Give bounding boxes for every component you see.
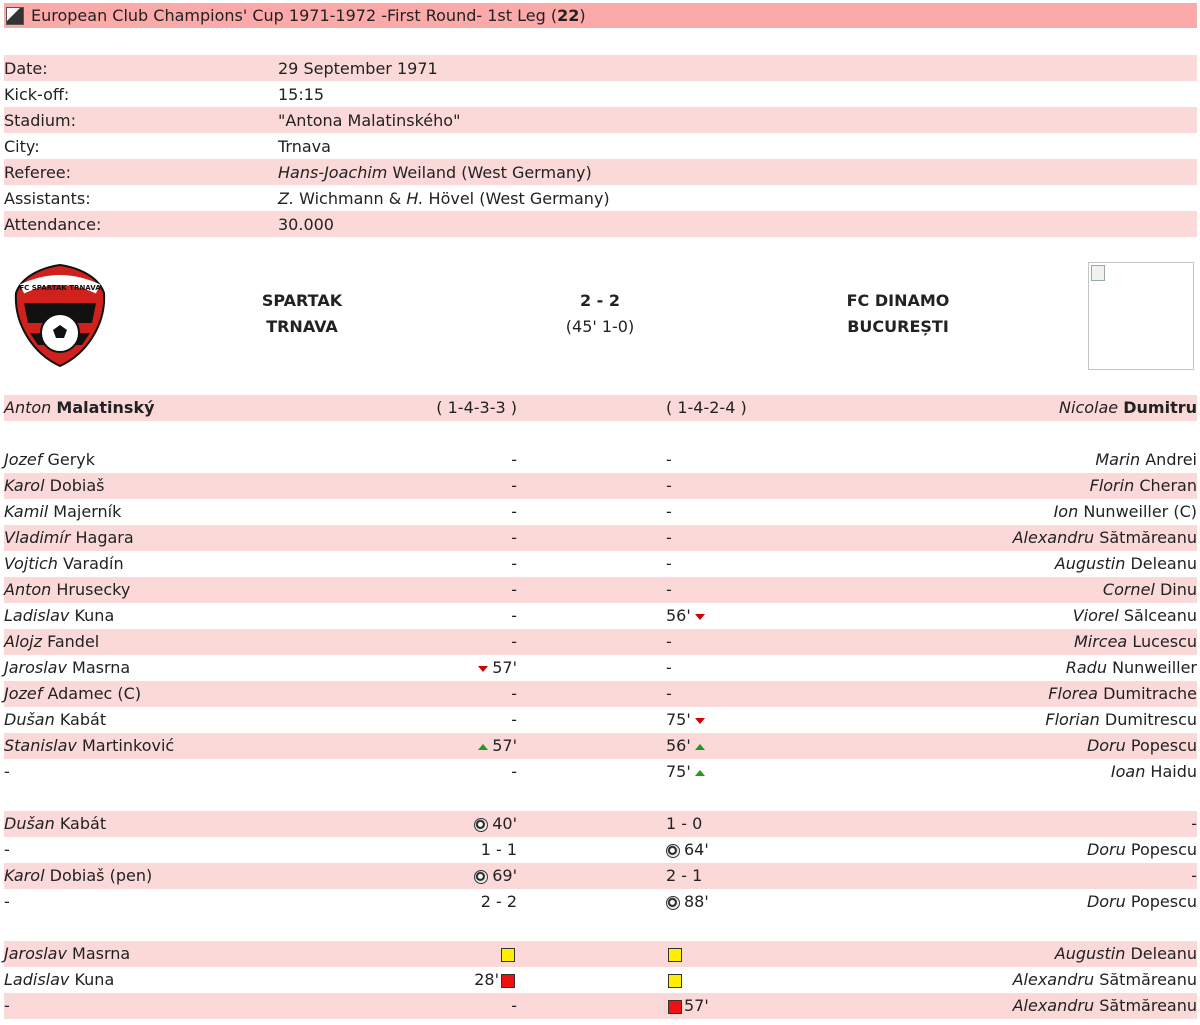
player-last-name: Adamec (C) xyxy=(47,684,142,703)
home-player[interactable] xyxy=(4,941,130,967)
player-first-name: Vojtich xyxy=(4,554,58,573)
match-title: European Club Champions' Cup 1971-1972 -First Round- 1st Leg (22) xyxy=(31,6,586,25)
away-event: 88' xyxy=(666,889,709,915)
home-player[interactable] xyxy=(4,655,130,681)
player-first-name: Jozef xyxy=(4,450,43,469)
away-event xyxy=(666,967,684,993)
player-first-name: Kamil xyxy=(4,502,49,521)
player-last-name: Popescu xyxy=(1130,736,1197,755)
table-row xyxy=(4,577,1197,603)
table-row xyxy=(4,811,1197,837)
away-player[interactable] xyxy=(1045,707,1197,733)
table-row xyxy=(4,967,1197,993)
home-event: 57' xyxy=(474,733,517,759)
info-row-referee: Referee: Hans-Joachim Weiland (West Germany) xyxy=(4,159,1197,185)
player-last-name: Nunweiller (C) xyxy=(1083,502,1197,521)
substitution-out-icon xyxy=(478,666,488,672)
yellow-card-icon xyxy=(501,948,515,962)
away-player: - xyxy=(1191,814,1197,833)
away-player[interactable] xyxy=(1074,629,1197,655)
info-row-attendance: Attendance: 30.000 xyxy=(4,211,1197,237)
player-last-name: Deleanu xyxy=(1130,554,1197,573)
player-last-name: Masrna xyxy=(72,658,131,677)
home-player: - xyxy=(4,996,10,1015)
substitution-in-icon xyxy=(478,744,488,750)
player-last-name: Dobiaš xyxy=(49,476,105,495)
away-team-name[interactable]: FC DINAMO BUCUREȘTI xyxy=(846,291,950,336)
player-last-name: Andrei xyxy=(1145,450,1197,469)
table-row xyxy=(4,941,1197,967)
home-event: - xyxy=(511,476,517,495)
away-event: 56' xyxy=(666,603,709,629)
player-first-name: Ladislav xyxy=(4,970,70,989)
home-event: - xyxy=(511,606,517,625)
away-event: 75' xyxy=(666,707,709,733)
away-event: - xyxy=(666,658,672,677)
home-event: - xyxy=(511,580,517,599)
player-last-name: Geryk xyxy=(47,450,96,469)
home-player[interactable] xyxy=(4,681,141,707)
yellow-card-icon xyxy=(668,974,682,988)
player-last-name: Cheran xyxy=(1139,476,1197,495)
away-player[interactable] xyxy=(1055,551,1197,577)
home-player[interactable] xyxy=(4,551,124,577)
table-row xyxy=(4,447,1197,473)
player-last-name: Haidu xyxy=(1150,762,1197,781)
coaches-row-container xyxy=(4,395,1197,421)
goal-ball-icon xyxy=(666,896,680,910)
away-coach[interactable]: Nicolae Dumitru xyxy=(1059,398,1197,417)
info-row-city: City: Trnava xyxy=(4,136,331,156)
away-event: - xyxy=(666,632,672,651)
away-formation: ( 1-4-2-4 ) xyxy=(666,398,747,417)
away-event: 2 - 1 xyxy=(666,866,703,885)
yellow-card-icon xyxy=(668,948,682,962)
player-first-name: Cornel xyxy=(1102,580,1155,599)
table-row xyxy=(4,863,1197,889)
away-player[interactable] xyxy=(1054,499,1197,525)
player-last-name: Martinković xyxy=(81,736,175,755)
home-player[interactable] xyxy=(4,967,114,993)
player-first-name: Florea xyxy=(1048,684,1098,703)
home-event: - xyxy=(511,528,517,547)
home-event: 28' xyxy=(474,967,517,993)
home-player[interactable] xyxy=(4,473,105,499)
substitution-in-icon xyxy=(695,770,705,776)
player-last-name: Dumitrescu xyxy=(1104,710,1197,729)
table-row xyxy=(4,993,1197,1019)
away-event: 56' xyxy=(666,733,709,759)
player-last-name: Hrusecky xyxy=(56,580,131,599)
away-event: 64' xyxy=(666,837,709,863)
player-first-name: Marin xyxy=(1095,450,1141,469)
away-player[interactable] xyxy=(1048,681,1197,707)
player-last-name: Kabát xyxy=(59,710,107,729)
away-event xyxy=(666,941,684,967)
home-event: - xyxy=(511,502,517,521)
home-player[interactable] xyxy=(4,577,130,603)
goal-ball-icon xyxy=(474,870,488,884)
away-player[interactable] xyxy=(1087,889,1197,915)
away-event: - xyxy=(666,502,672,521)
away-event: 1 - 0 xyxy=(666,814,703,833)
player-last-name: Sălceanu xyxy=(1123,606,1197,625)
away-player[interactable] xyxy=(1066,655,1197,681)
player-first-name: Augustin xyxy=(1054,944,1126,963)
table-row xyxy=(4,837,1197,863)
away-player[interactable] xyxy=(1103,577,1197,603)
coaches-row xyxy=(4,395,1197,421)
table-row xyxy=(4,629,1197,655)
substitution-out-icon xyxy=(695,614,705,620)
table-row xyxy=(4,733,1197,759)
away-player[interactable] xyxy=(1090,473,1197,499)
table-row xyxy=(4,655,1197,681)
player-first-name: Jaroslav xyxy=(4,944,67,963)
home-player[interactable] xyxy=(4,863,152,889)
player-first-name: Florian xyxy=(1045,710,1100,729)
away-player[interactable] xyxy=(1013,967,1197,993)
player-first-name: Karol xyxy=(4,866,45,885)
table-row xyxy=(4,681,1197,707)
player-last-name: Sătmăreanu xyxy=(1099,970,1197,989)
player-first-name: Alexandru xyxy=(1012,996,1095,1015)
player-last-name: Sătmăreanu xyxy=(1099,996,1197,1015)
player-first-name: Florin xyxy=(1089,476,1135,495)
player-first-name: Vladimír xyxy=(4,528,71,547)
home-event: 69' xyxy=(474,863,517,889)
player-first-name: Alojz xyxy=(4,632,43,651)
home-event: - xyxy=(511,762,517,781)
home-player[interactable] xyxy=(4,447,95,473)
home-team-crest xyxy=(14,263,106,368)
player-last-name: Lucescu xyxy=(1132,632,1197,651)
player-last-name: Nunweiller xyxy=(1112,658,1197,677)
substitution-in-icon xyxy=(695,744,705,750)
home-event: - xyxy=(511,710,517,729)
match-info-table xyxy=(4,55,1197,237)
home-player[interactable] xyxy=(4,525,134,551)
scoreline: 2 - 2 (45' 1-0) xyxy=(565,291,635,336)
cards-table xyxy=(4,941,1197,1019)
home-event: 57' xyxy=(474,655,517,681)
player-first-name: Doru xyxy=(1086,840,1126,859)
away-player[interactable] xyxy=(1111,759,1197,785)
player-first-name: Dušan xyxy=(4,814,55,833)
crest-text: FC SPARTAK TRNAVA xyxy=(19,284,101,292)
home-player: - xyxy=(4,892,10,911)
home-event: - xyxy=(511,996,517,1015)
away-player[interactable] xyxy=(1013,993,1197,1019)
home-player[interactable] xyxy=(4,499,121,525)
info-row-date: Date: 29 September 1971 xyxy=(4,55,1197,81)
player-first-name: Stanislav xyxy=(4,736,77,755)
away-player[interactable] xyxy=(1073,603,1197,629)
away-event: - xyxy=(666,554,672,573)
info-row-assistants: Assistants: Z. Wichmann & H. Hövel (West Germany) xyxy=(4,188,610,208)
player-last-name: Fandel xyxy=(47,632,100,651)
broken-image-icon xyxy=(1091,265,1105,281)
table-row xyxy=(4,759,1197,785)
away-event: - xyxy=(666,450,672,469)
home-coach[interactable]: Anton Malatinský xyxy=(4,398,155,417)
player-last-name: Dobiaš (pen) xyxy=(49,866,153,885)
away-player[interactable] xyxy=(1087,733,1197,759)
player-first-name: Augustin xyxy=(1054,554,1126,573)
player-first-name: Anton xyxy=(4,580,52,599)
goal-ball-icon xyxy=(474,818,488,832)
player-last-name: Majerník xyxy=(53,502,122,521)
player-last-name: Kabát xyxy=(59,814,107,833)
player-first-name: Doru xyxy=(1086,892,1126,911)
player-first-name: Ioan xyxy=(1110,762,1146,781)
red-card-icon xyxy=(668,1000,682,1014)
player-first-name: Jaroslav xyxy=(4,658,67,677)
table-row xyxy=(4,603,1197,629)
home-event: 1 - 1 xyxy=(480,840,517,859)
away-player: - xyxy=(1191,866,1197,885)
table-row xyxy=(4,707,1197,733)
player-last-name: Dumitrache xyxy=(1103,684,1197,703)
home-player[interactable] xyxy=(4,629,99,655)
player-first-name: Ladislav xyxy=(4,606,70,625)
home-formation: ( 1-4-3-3 ) xyxy=(436,398,517,417)
home-player[interactable] xyxy=(4,707,106,733)
back-icon[interactable] xyxy=(6,7,24,25)
player-first-name: Karol xyxy=(4,476,45,495)
home-team-name[interactable]: SPARTAK TRNAVA xyxy=(261,291,343,336)
player-last-name: Kuna xyxy=(74,606,115,625)
away-player[interactable] xyxy=(1087,837,1197,863)
away-event: 57' xyxy=(666,993,709,1019)
goals-table xyxy=(4,811,1197,915)
player-first-name: Mircea xyxy=(1073,632,1128,651)
substitution-out-icon xyxy=(695,718,705,724)
info-row-stadium: Stadium: "Antona Malatinského" xyxy=(4,107,1197,133)
home-event: - xyxy=(511,450,517,469)
player-last-name: Kuna xyxy=(74,970,115,989)
away-event: - xyxy=(666,528,672,547)
home-player[interactable] xyxy=(4,811,106,837)
player-last-name: Popescu xyxy=(1130,840,1197,859)
home-event xyxy=(499,941,517,967)
player-first-name: Dušan xyxy=(4,710,55,729)
home-player: - xyxy=(4,762,10,781)
player-last-name: Popescu xyxy=(1130,892,1197,911)
player-first-name: Radu xyxy=(1065,658,1107,677)
info-row-kickoff: Kick-off: 15:15 xyxy=(4,84,325,104)
match-title-banner xyxy=(4,3,1197,28)
lineups-table xyxy=(4,447,1197,785)
home-player: - xyxy=(4,840,10,859)
goal-ball-icon xyxy=(666,844,680,858)
away-team-crest xyxy=(1088,262,1194,370)
player-last-name: Dinu xyxy=(1159,580,1197,599)
player-first-name: Doru xyxy=(1086,736,1126,755)
away-player[interactable] xyxy=(1013,525,1197,551)
away-player[interactable] xyxy=(1095,447,1197,473)
table-row xyxy=(4,889,1197,915)
table-row xyxy=(4,525,1197,551)
home-player[interactable] xyxy=(4,733,174,759)
player-first-name: Ion xyxy=(1053,502,1079,521)
table-row xyxy=(4,551,1197,577)
match-header xyxy=(0,258,1200,374)
player-last-name: Masrna xyxy=(72,944,131,963)
table-row xyxy=(4,499,1197,525)
home-event: 2 - 2 xyxy=(480,892,517,911)
player-first-name: Viorel xyxy=(1072,606,1119,625)
player-first-name: Jozef xyxy=(4,684,43,703)
player-last-name: Sătmăreanu xyxy=(1099,528,1197,547)
table-row xyxy=(4,473,1197,499)
player-last-name: Varadín xyxy=(63,554,124,573)
player-first-name: Alexandru xyxy=(1012,528,1095,547)
away-player[interactable] xyxy=(1055,941,1197,967)
home-player[interactable] xyxy=(4,603,114,629)
home-event: 40' xyxy=(474,811,517,837)
away-event: 75' xyxy=(666,759,709,785)
away-event: - xyxy=(666,684,672,703)
player-last-name: Hagara xyxy=(75,528,134,547)
home-event: - xyxy=(511,632,517,651)
home-event: - xyxy=(511,554,517,573)
away-event: - xyxy=(666,476,672,495)
away-event: - xyxy=(666,580,672,599)
player-first-name: Alexandru xyxy=(1012,970,1095,989)
red-card-icon xyxy=(501,974,515,988)
home-event: - xyxy=(511,684,517,703)
player-last-name: Deleanu xyxy=(1130,944,1197,963)
